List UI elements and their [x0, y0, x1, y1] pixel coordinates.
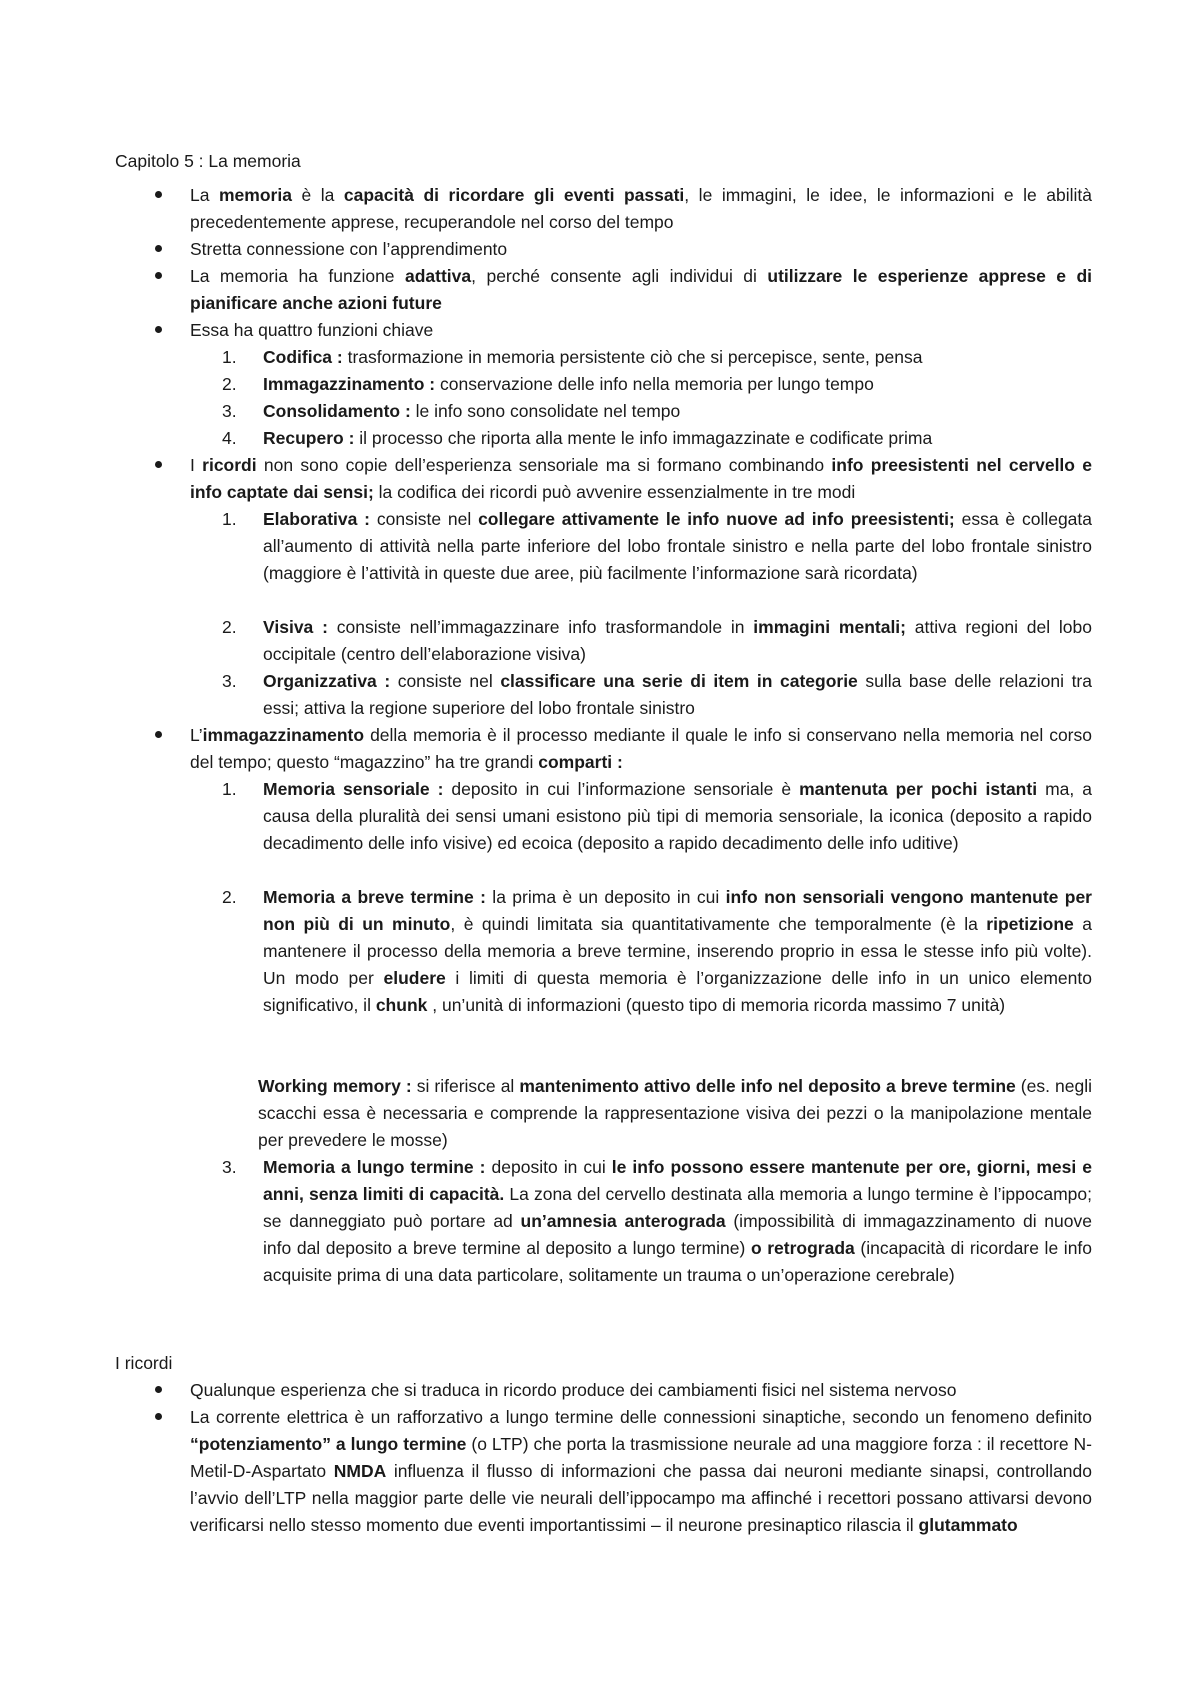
text-run: le info sono consolidate nel tempo — [410, 401, 681, 421]
text-run: conservazione delle info nella memoria per lungo tempo — [435, 374, 874, 394]
text-run: (incapacità di ricordare le info acquisite prima di una data particolare, solitamente un trauma o un’operazione cerebrale) — [263, 1238, 1093, 1285]
bold-run: info non sensoriali vengono mantenute per non più di un minuto — [263, 887, 1092, 934]
text-run: a mantenere il processo della memoria a breve termine, inserendo proprio in essa le stesse info più volte). Un modo per — [263, 914, 1092, 988]
text-run: il processo che riporta alla mente le info immagazzinate e codificate prima — [354, 428, 933, 448]
text-run: essa è collegata all’aumento di attività nella parte inferiore del lobo frontale sinistro e nella parte del lobo frontale sinistro (maggiore è l’attività in queste due aree, più facilmente l’informazione sarà ricordata) — [263, 509, 1093, 583]
bullet-icon — [155, 722, 167, 734]
list-number: 2. — [222, 887, 237, 907]
text-run: (es. negli scacchi essa è necessaria e comprende la rappresentazione visiva dei pezzi o la manipolazione mentale per prevedere le mosse) — [258, 1076, 1092, 1150]
bold-run: ripetizione — [986, 914, 1074, 934]
funzione-immagazzinamento — [263, 371, 1092, 398]
bold-run: Visiva : — [263, 617, 328, 637]
text-run: La corrente elettrica è un rafforzativo a lungo termine delle connessioni sinaptiche, secondo un fenomeno definito — [190, 1407, 1092, 1427]
text-run: sulla base delle relazioni tra essi; attiva la regione superiore del lobo frontale sinistro — [263, 671, 1092, 718]
list-number: 2. — [222, 617, 237, 637]
list-number: 1. — [222, 509, 237, 529]
bullet-immagazzinamento — [190, 722, 1092, 776]
text-run: deposito in cui l’informazione sensoriale è — [443, 779, 800, 799]
bold-run: o retrograda — [750, 1238, 855, 1258]
bold-run: memoria — [219, 185, 292, 205]
list-number: 2. — [222, 374, 237, 394]
text-run: deposito in cui — [485, 1157, 612, 1177]
bullet-cambiamenti-fisici: Qualunque esperienza che si traduca in ricordo produce dei cambiamenti fisici nel sistema nervoso — [190, 1380, 957, 1400]
bold-run: chunk — [375, 995, 428, 1015]
text-run: consiste nell’immagazzinare info trasformandole in — [327, 617, 754, 637]
bold-run: Memoria a breve termine : — [263, 887, 486, 907]
bold-run: ricordi — [202, 455, 257, 475]
text-run: non sono copie dell’esperienza sensoriale ma si formano combinando — [256, 455, 832, 475]
text-run: La zona del cervello destinata alla memoria a lungo termine è l’ippocampo; se danneggiato può portare ad — [263, 1184, 1092, 1231]
bullet-ricordi — [190, 452, 1092, 506]
bold-run: Consolidamento : — [263, 401, 411, 421]
bullet-icon — [155, 452, 167, 464]
bold-run: classificare una serie di item in categorie — [500, 671, 858, 691]
bullet-icon — [155, 1404, 167, 1416]
bold-run: info preesistenti nel cervello e info captate dai sensi; — [190, 455, 1092, 502]
bold-run: Memoria sensoriale : — [263, 779, 444, 799]
text-run: , le immagini, le idee, le informazioni e le abilità precedentemente apprese, recuperandole nel corso del tempo — [190, 185, 1093, 232]
bold-run: immagazzinamento — [202, 725, 365, 745]
text-run: La memoria ha funzione — [190, 266, 405, 286]
text-run: I — [190, 455, 203, 475]
bold-run: Codifica : — [263, 347, 343, 367]
bold-run: mantenimento attivo delle info nel deposito a breve termine — [519, 1076, 1016, 1096]
list-number: 3. — [222, 401, 237, 421]
text-run: consiste nel — [390, 671, 501, 691]
text-run: della memoria è il processo mediante il quale le info si conservano nella memoria nel corso del tempo; questo “magazzino” ha tre grandi — [190, 725, 1092, 772]
codifica-organizzativa — [263, 668, 1092, 722]
bold-run: capacità di ricordare gli eventi passati — [343, 185, 685, 205]
bullet-memoria-definizione — [190, 182, 1092, 236]
list-number: 3. — [222, 1157, 237, 1177]
bold-run: “potenziamento” a lungo termine — [190, 1434, 467, 1454]
bold-run: comparti : — [538, 752, 623, 772]
bullet-funzione-adattiva — [190, 263, 1092, 317]
text-run: (impossibilità di immagazzinamento di nuove info dal deposito a breve termine al deposito a lungo termine) — [263, 1211, 1092, 1258]
chapter-title: Capitolo 5 : La memoria — [115, 151, 301, 171]
bold-run: un’amnesia anterograda — [520, 1211, 726, 1231]
bullet-icon — [155, 317, 167, 329]
bullet-icon — [155, 236, 167, 248]
text-run: trasformazione in memoria persistente ciò che si percepisce, sente, pensa — [342, 347, 923, 367]
bold-run: adattiva — [405, 266, 472, 286]
memoria-sensoriale — [263, 776, 1092, 857]
text-run: La — [190, 185, 219, 205]
bold-run: glutammato — [918, 1515, 1018, 1535]
bold-run: mantenuta per pochi istanti — [799, 779, 1038, 799]
text-run: (o LTP) che porta la trasmissione neurale ad una maggiore forza : il recettore N-Metil-D-Aspartato — [190, 1434, 1092, 1481]
text-run: la prima è un deposito in cui — [485, 887, 726, 907]
text-run: , perché consente agli individui di — [471, 266, 768, 286]
bold-run: collegare attivamente le info nuove ad info preesistenti; — [478, 509, 955, 529]
funzione-recupero — [263, 425, 1092, 452]
section-title: I ricordi — [115, 1353, 173, 1373]
bold-run: eludere — [383, 968, 446, 988]
bold-run: NMDA — [333, 1461, 387, 1481]
text-run: L’ — [190, 725, 203, 745]
bullet-apprendimento: Stretta connessione con l’apprendimento — [190, 239, 508, 259]
bullet-icon — [155, 1377, 167, 1389]
list-number: 1. — [222, 347, 237, 367]
bold-run: immagini mentali; — [753, 617, 906, 637]
text-run: ma, a causa della pluralità dei sensi umani esistono più tipi di memoria sensoriale, la iconica (deposito a rapido decadimento delle info visive) ed ecoica (deposito a rapido decadimento delle info uditive) — [263, 779, 1092, 853]
bold-run: Immagazzinamento : — [263, 374, 436, 394]
codifica-elaborativa — [263, 506, 1092, 587]
text-run: , un’unità di informazioni (questo tipo di memoria ricorda massimo 7 unità) — [427, 995, 1006, 1015]
text-run: consiste nel — [370, 509, 479, 529]
bullet-icon — [155, 182, 167, 194]
memoria-breve-termine — [263, 884, 1092, 1019]
text-run: è la — [291, 185, 344, 205]
bold-run: Memoria a lungo termine : — [263, 1157, 486, 1177]
list-number: 1. — [222, 779, 237, 799]
funzione-codifica — [263, 344, 1092, 371]
list-number: 4. — [222, 428, 237, 448]
bullet-icon — [155, 263, 167, 275]
bullet-potenziamento — [190, 1404, 1092, 1539]
text-run: , è quindi limitata sia quantitativamente che temporalmente (è la — [450, 914, 987, 934]
bullet-funzioni-chiave: Essa ha quattro funzioni chiave — [190, 320, 434, 340]
codifica-visiva — [263, 614, 1092, 668]
list-number: 3. — [222, 671, 237, 691]
bold-run: le info possono essere mantenute per ore, giorni, mesi e anni, senza limiti di capacità. — [263, 1157, 1092, 1204]
bold-run: Working memory : — [258, 1076, 412, 1096]
bold-run: utilizzare le esperienze apprese e di pianificare anche azioni future — [190, 266, 1092, 313]
text-run: la codifica dei ricordi può avvenire essenzialmente in tre modi — [373, 482, 856, 502]
bold-run: Elaborativa : — [263, 509, 371, 529]
text-run: influenza il flusso di informazioni che passa dai neuroni mediante sinapsi, controllando l’avvio dell’LTP nella maggior parte delle vie neurali dell’ippocampo ma affinché i recettori possano attivarsi devono verificarsi nello stesso momento due eventi importantissimi – il neurone presinaptico rilascia il — [190, 1461, 1092, 1535]
text-run: attiva regioni del lobo occipitale (centro dell’elaborazione visiva) — [263, 617, 1093, 664]
text-run: i limiti di questa memoria è l’organizzazione delle info in un unico elemento significativo, il — [263, 968, 1092, 1015]
memoria-lungo-termine — [263, 1154, 1092, 1289]
working-memory — [258, 1073, 1092, 1154]
text-run: si riferisce al — [411, 1076, 520, 1096]
funzione-consolidamento — [263, 398, 1092, 425]
bold-run: Recupero : — [263, 428, 355, 448]
bold-run: Organizzativa : — [263, 671, 391, 691]
